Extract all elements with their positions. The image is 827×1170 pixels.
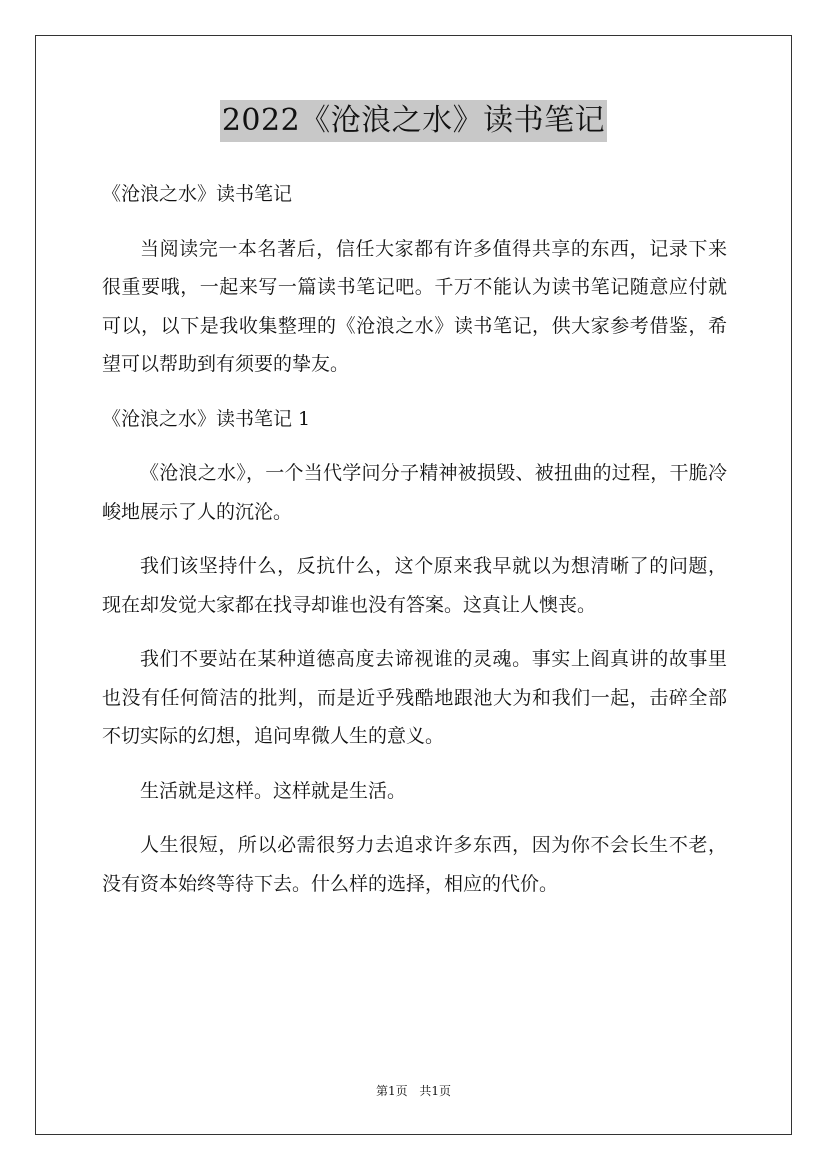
body-paragraph: 我们不要站在某种道德高度去谛视谁的灵魂。事实上阎真讲的故事里也没有任何简洁的批判，而是近乎残酷地跟池大为和我们一起，击碎全部不切实际的幻想，追问卑微人生的意义。: [102, 648, 727, 747]
document-body: [102, 175, 727, 919]
page-footer: [0, 1083, 827, 1099]
body-paragraph: 人生很短，所以必需很努力去追求许多东西，因为你不会长生不老，没有资本始终等待下去。什么样的选择，相应的代价。: [102, 834, 727, 895]
section-heading-1: 《沧浪之水》读书笔记 1: [102, 407, 311, 430]
document-title: 2022《沧浪之水》读书笔记: [220, 100, 607, 142]
title-container: [0, 100, 827, 142]
page-count: 共1页: [419, 1084, 452, 1098]
body-paragraph: 《沧浪之水》，一个当代学问分子精神被损毁、被扭曲的过程，干脆冷峻地展示了人的沉沦。: [102, 462, 727, 523]
body-paragraph: 生活就是这样。这样就是生活。: [140, 779, 407, 802]
body-paragraph: 我们该坚持什么，反抗什么，这个原来我早就以为想清晰了的问题，现在却发觉大家都在找寻却谁也没有答案。这真让人懊丧。: [102, 555, 727, 616]
intro-paragraph: 当阅读完一本名著后，信任大家都有许多值得共享的东西，记录下来很重要哦，一起来写一篇读书笔记吧。千万不能认为读书笔记随意应付就可以，以下是我收集整理的《沧浪之水》读书笔记，供大家参考借鉴，希望可以帮助到有须要的挚友。: [102, 237, 727, 375]
section-heading: 《沧浪之水》读书笔记: [102, 183, 293, 205]
page-number: 第1页: [375, 1084, 408, 1098]
